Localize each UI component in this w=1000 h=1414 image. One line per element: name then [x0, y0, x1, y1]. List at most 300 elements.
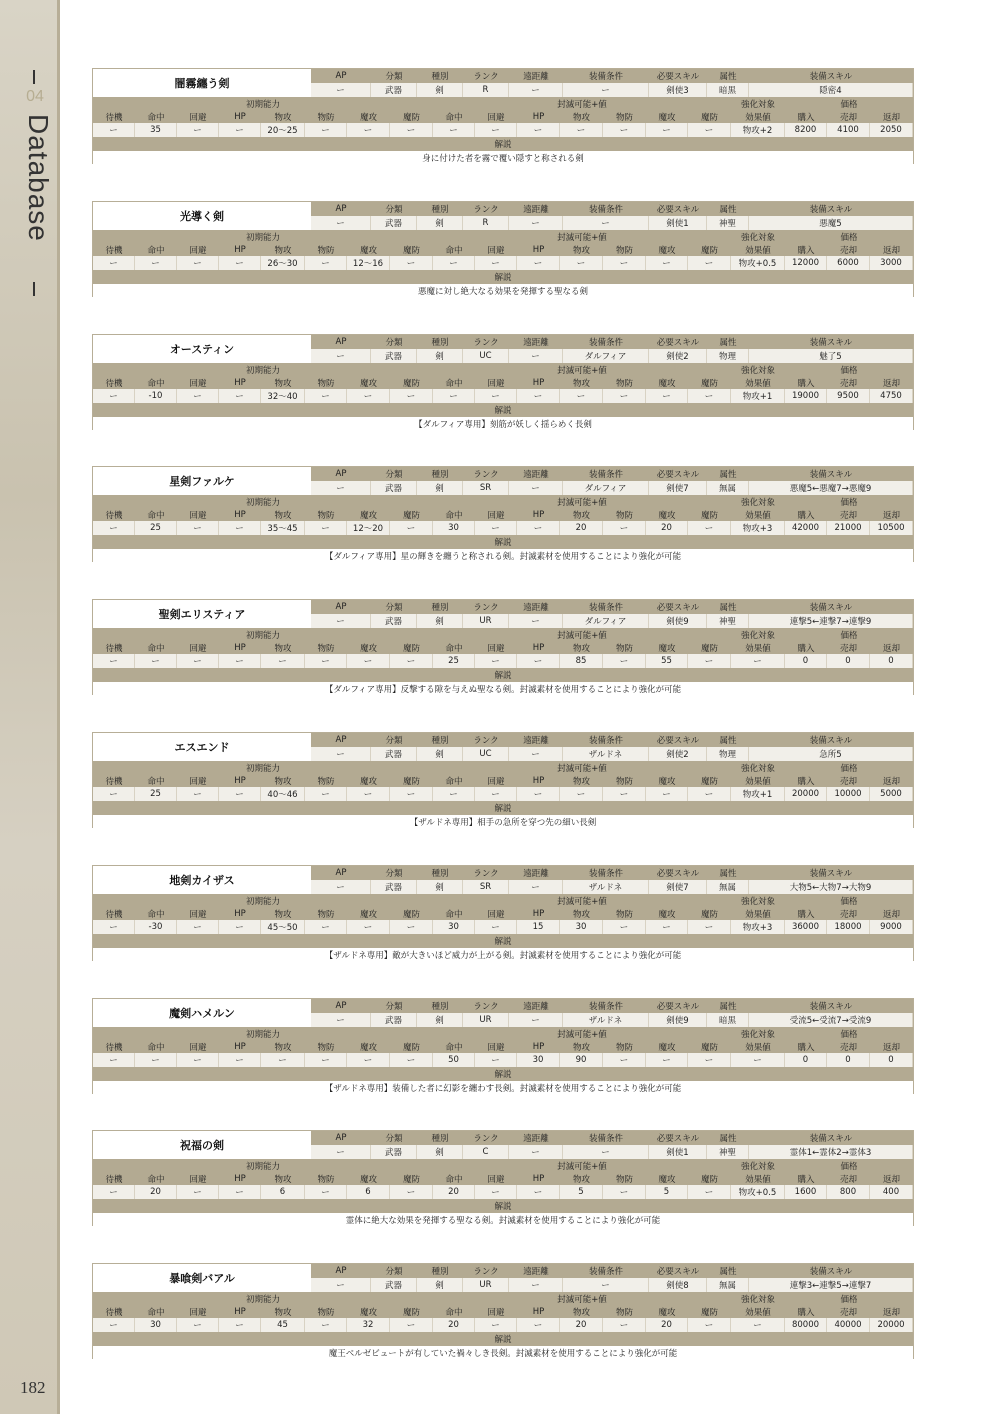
equip-skill-value: 受流5←受流7→受流9: [749, 1013, 913, 1027]
section-header-row: [93, 230, 913, 243]
info-value-row: [311, 880, 913, 894]
seal-value: ー: [603, 521, 646, 535]
seal-value: ー: [688, 787, 731, 801]
header-stat: 回避: [177, 243, 219, 256]
header-equip-skill: 装備スキル: [749, 1131, 913, 1145]
section-header-row: [93, 761, 913, 774]
header-price-col: 購入: [785, 508, 827, 521]
header-seal-stat: 魔防: [688, 1172, 731, 1185]
header-stat: 回避: [177, 1172, 219, 1185]
seal-value: ー: [433, 123, 475, 137]
stat-value: ー: [177, 389, 219, 403]
price-value: 5000: [870, 787, 913, 801]
header-stat: HP: [219, 907, 261, 920]
stat-value: 45: [261, 1318, 305, 1332]
header-description: 解説: [93, 1067, 913, 1081]
kind-value: 剣: [417, 349, 463, 363]
header-seal-stat: 物攻: [560, 1040, 603, 1053]
seal-value: ー: [688, 1185, 731, 1199]
stat-value: 32: [347, 1318, 390, 1332]
header-equip-condition: 装備条件: [563, 733, 649, 747]
kind-value: 剣: [417, 1145, 463, 1159]
header-price-col: 返却: [870, 774, 913, 787]
stat-value: ー: [347, 1053, 390, 1067]
header-stat: HP: [219, 376, 261, 389]
header-seal-stat: 魔防: [688, 1305, 731, 1318]
equip-condition-value: ダルフィア: [563, 481, 649, 495]
header-category: 分類: [371, 335, 417, 349]
header-ap: AP: [311, 999, 371, 1013]
stat-value: ー: [305, 920, 347, 934]
seal-value: ー: [517, 256, 560, 270]
header-effect-value: 効果値: [731, 774, 785, 787]
stat-value: ー: [390, 1318, 433, 1332]
equip-skill-value: 連撃5←連撃7→連撃9: [749, 614, 913, 628]
header-stat: 回避: [177, 110, 219, 123]
header-equip-condition: 装備条件: [563, 202, 649, 216]
header-ap: AP: [311, 1264, 371, 1278]
header-seal-stat: 魔攻: [646, 774, 688, 787]
header-category: 分類: [371, 1131, 417, 1145]
header-stat: HP: [219, 774, 261, 787]
price-value: 9000: [870, 920, 913, 934]
header-description: 解説: [93, 535, 913, 549]
stat-value-row: [93, 1053, 913, 1067]
price-value: 0: [785, 654, 827, 668]
description-row: [93, 682, 913, 695]
stat-value: -30: [135, 920, 177, 934]
description-text: 【ダルフィア専用】星の輝きを纏うと称される剣。封滅素材を使用することにより強化が可能: [93, 549, 913, 562]
required-skill-value: 剣使1: [649, 1145, 707, 1159]
seal-value: ー: [603, 787, 646, 801]
stat-value-row: [93, 654, 913, 668]
chapter-number: 04: [26, 88, 44, 105]
header-category: 分類: [371, 600, 417, 614]
header-stat: HP: [219, 641, 261, 654]
info-header-row: [311, 69, 913, 83]
header-required-skill: 必要スキル: [649, 202, 707, 216]
header-stat: 魔攻: [347, 376, 390, 389]
description-header-row: [93, 1067, 913, 1081]
seal-value: ー: [433, 787, 475, 801]
header-price-col: 売却: [827, 1305, 870, 1318]
stat-value: ー: [305, 1185, 347, 1199]
section-header-row: [93, 1292, 913, 1305]
header-price-col: 購入: [785, 1305, 827, 1318]
description-text: 【ザルドネ専用】敵が大きいほど威力が上がる剣。封滅素材を使用することにより強化が可能: [93, 948, 913, 961]
price-value: 18000: [827, 920, 870, 934]
header-ap: AP: [311, 467, 371, 481]
header-effect-value: 効果値: [731, 1172, 785, 1185]
header-price: 価格: [785, 761, 913, 774]
seal-value: ー: [475, 521, 517, 535]
header-stat: 物防: [305, 376, 347, 389]
stat-value: ー: [347, 654, 390, 668]
stat-header-row: [93, 243, 913, 256]
seal-value: ー: [433, 389, 475, 403]
description-row: [93, 815, 913, 828]
stat-value: ー: [93, 389, 135, 403]
chapter-bar-top: [33, 70, 35, 84]
header-stat: 待機: [93, 376, 135, 389]
header-seal-value: 封滅可能+値: [433, 97, 731, 110]
seal-value: ー: [688, 389, 731, 403]
ap-value: ー: [311, 1013, 371, 1027]
stat-value: ー: [177, 1185, 219, 1199]
header-seal-stat: HP: [517, 1305, 560, 1318]
header-seal-stat: HP: [517, 376, 560, 389]
description-header-row: [93, 1199, 913, 1213]
header-attribute: 属性: [707, 999, 749, 1013]
equip-condition-value: ザルドネ: [563, 880, 649, 894]
seal-value: ー: [475, 123, 517, 137]
header-seal-stat: 回避: [475, 907, 517, 920]
header-price-col: 売却: [827, 243, 870, 256]
stat-value: ー: [390, 654, 433, 668]
info-value-row: [311, 1013, 913, 1027]
header-description: 解説: [93, 403, 913, 417]
category-value: 武器: [371, 614, 417, 628]
ranged-value: ー: [509, 1145, 563, 1159]
stat-value: ー: [347, 920, 390, 934]
price-value: 6000: [827, 256, 870, 270]
header-enhance-target: 強化対象: [731, 97, 785, 110]
category-value: 武器: [371, 216, 417, 230]
description-text: 【ダルフィア専用】刻筋が妖しく揺らめく長剣: [93, 417, 913, 430]
stat-value: ー: [93, 521, 135, 535]
header-ap: AP: [311, 733, 371, 747]
ranged-value: ー: [509, 1013, 563, 1027]
header-stat: 物攻: [261, 1172, 305, 1185]
info-value-row: [311, 1145, 913, 1159]
header-required-skill: 必要スキル: [649, 69, 707, 83]
ap-value: ー: [311, 216, 371, 230]
header-stat: 魔攻: [347, 907, 390, 920]
equip-skill-value: 悪魔5←悪魔7→悪魔9: [749, 481, 913, 495]
header-stat: 魔攻: [347, 1172, 390, 1185]
enhance-value: ー: [731, 1053, 785, 1067]
seal-value: ー: [688, 123, 731, 137]
stat-value: ー: [177, 1053, 219, 1067]
header-stat: 物防: [305, 1305, 347, 1318]
stat-value: ー: [93, 787, 135, 801]
info-header-row: [311, 202, 913, 216]
header-seal-stat: 回避: [475, 1305, 517, 1318]
header-equip-condition: 装備条件: [563, 1131, 649, 1145]
kind-value: 剣: [417, 614, 463, 628]
price-value: 80000: [785, 1318, 827, 1332]
header-stat: 物防: [305, 907, 347, 920]
header-seal-stat: HP: [517, 907, 560, 920]
header-enhance-target: 強化対象: [731, 894, 785, 907]
header-stat: 魔攻: [347, 1305, 390, 1318]
header-seal-stat: 魔攻: [646, 1040, 688, 1053]
header-required-skill: 必要スキル: [649, 1264, 707, 1278]
stat-value: ー: [305, 1318, 347, 1332]
seal-value: ー: [517, 654, 560, 668]
stat-value: ー: [219, 521, 261, 535]
seal-value: ー: [517, 787, 560, 801]
stat-value: ー: [93, 256, 135, 270]
header-seal-stat: 魔攻: [646, 1305, 688, 1318]
chapter-title: Database: [23, 114, 54, 242]
weapon-entry: [92, 998, 914, 1094]
header-equip-skill: 装備スキル: [749, 866, 913, 880]
stat-value-row: [93, 920, 913, 934]
header-initial-ability: 初期能力: [93, 230, 433, 243]
stat-header-row: [93, 1172, 913, 1185]
header-ranged: 遠距離: [509, 1131, 563, 1145]
ap-value: ー: [311, 481, 371, 495]
stat-value: ー: [305, 521, 347, 535]
header-price: 価格: [785, 894, 913, 907]
header-seal-stat: 魔防: [688, 376, 731, 389]
stat-value-row: [93, 123, 913, 137]
chapter-bar-bottom: [33, 282, 35, 296]
required-skill-value: 剣使2: [649, 747, 707, 761]
seal-value: ー: [688, 920, 731, 934]
seal-value: 20: [646, 521, 688, 535]
seal-value: ー: [475, 256, 517, 270]
header-price: 価格: [785, 230, 913, 243]
price-value: 20000: [785, 787, 827, 801]
header-enhance-target: 強化対象: [731, 363, 785, 376]
seal-value: ー: [517, 1318, 560, 1332]
header-enhance-target: 強化対象: [731, 1159, 785, 1172]
price-value: 19000: [785, 389, 827, 403]
header-rank: ランク: [463, 1264, 509, 1278]
category-value: 武器: [371, 481, 417, 495]
section-header-row: [93, 628, 913, 641]
required-skill-value: 剣使7: [649, 880, 707, 894]
description-row: [93, 151, 913, 164]
header-stat: 物攻: [261, 641, 305, 654]
kind-value: 剣: [417, 880, 463, 894]
header-seal-stat: 魔攻: [646, 243, 688, 256]
stat-header-row: [93, 376, 913, 389]
header-attribute: 属性: [707, 335, 749, 349]
category-value: 武器: [371, 1145, 417, 1159]
header-stat: 回避: [177, 907, 219, 920]
seal-value: ー: [646, 123, 688, 137]
header-effect-value: 効果値: [731, 1305, 785, 1318]
info-header-row: [311, 866, 913, 880]
category-value: 武器: [371, 1278, 417, 1292]
info-value-row: [311, 747, 913, 761]
attribute-value: 神聖: [707, 1145, 749, 1159]
section-header-row: [93, 1027, 913, 1040]
header-price-col: 売却: [827, 508, 870, 521]
header-seal-stat: 物防: [603, 376, 646, 389]
header-price-col: 売却: [827, 1040, 870, 1053]
rank-value: SR: [463, 481, 509, 495]
header-kind: 種別: [417, 1264, 463, 1278]
equip-skill-value: 連撃3←連撃5→連撃7: [749, 1278, 913, 1292]
ap-value: ー: [311, 349, 371, 363]
header-seal-stat: 命中: [433, 907, 475, 920]
header-price: 価格: [785, 1292, 913, 1305]
info-value-row: [311, 349, 913, 363]
ap-value: ー: [311, 614, 371, 628]
header-price-col: 返却: [870, 907, 913, 920]
seal-value: ー: [517, 1185, 560, 1199]
weapon-entry: [92, 732, 914, 828]
price-value: 0: [827, 1053, 870, 1067]
stat-value: ー: [261, 1053, 305, 1067]
seal-value: ー: [603, 1053, 646, 1067]
header-stat: 物攻: [261, 907, 305, 920]
description-text: 霊体に絶大な効果を発揮する聖なる剣。封滅素材を使用することにより強化が可能: [93, 1213, 913, 1226]
stat-header-row: [93, 774, 913, 787]
stat-value: -10: [135, 389, 177, 403]
price-value: 400: [870, 1185, 913, 1199]
header-seal-stat: 命中: [433, 376, 475, 389]
info-header-row: [311, 1131, 913, 1145]
seal-value: ー: [517, 389, 560, 403]
header-ranged: 遠距離: [509, 999, 563, 1013]
header-equip-skill: 装備スキル: [749, 467, 913, 481]
weapon-entry: [92, 334, 914, 430]
stat-value: 45～50: [261, 920, 305, 934]
header-stat: 物防: [305, 243, 347, 256]
required-skill-value: 剣使2: [649, 349, 707, 363]
header-stat: 待機: [93, 641, 135, 654]
price-value: 1600: [785, 1185, 827, 1199]
stat-value: ー: [177, 1318, 219, 1332]
header-ranged: 遠距離: [509, 202, 563, 216]
header-ap: AP: [311, 866, 371, 880]
header-kind: 種別: [417, 1131, 463, 1145]
section-header-row: [93, 1159, 913, 1172]
ranged-value: ー: [509, 614, 563, 628]
stat-value: 40～46: [261, 787, 305, 801]
attribute-value: 神聖: [707, 614, 749, 628]
header-attribute: 属性: [707, 1131, 749, 1145]
header-seal-stat: 命中: [433, 1305, 475, 1318]
header-stat: 待機: [93, 508, 135, 521]
header-ranged: 遠距離: [509, 335, 563, 349]
price-value: 0: [785, 1053, 827, 1067]
header-price-col: 売却: [827, 110, 870, 123]
header-initial-ability: 初期能力: [93, 628, 433, 641]
header-price-col: 購入: [785, 641, 827, 654]
seal-value: ー: [560, 256, 603, 270]
header-price-col: 購入: [785, 110, 827, 123]
stat-value: ー: [347, 787, 390, 801]
attribute-value: 物理: [707, 349, 749, 363]
header-stat: 命中: [135, 376, 177, 389]
header-kind: 種別: [417, 866, 463, 880]
header-initial-ability: 初期能力: [93, 761, 433, 774]
header-stat: 魔攻: [347, 243, 390, 256]
header-seal-stat: 回避: [475, 243, 517, 256]
header-kind: 種別: [417, 467, 463, 481]
category-value: 武器: [371, 83, 417, 97]
header-equip-skill: 装備スキル: [749, 600, 913, 614]
header-price: 価格: [785, 1159, 913, 1172]
header-ap: AP: [311, 202, 371, 216]
stat-value: ー: [390, 389, 433, 403]
description-row: [93, 1213, 913, 1226]
equip-condition-value: ダルフィア: [563, 349, 649, 363]
header-stat: 魔攻: [347, 1040, 390, 1053]
header-seal-stat: 命中: [433, 110, 475, 123]
header-stat: 待機: [93, 243, 135, 256]
seal-value: 85: [560, 654, 603, 668]
equip-condition-value: ー: [563, 83, 649, 97]
header-stat: 魔防: [390, 907, 433, 920]
stat-value-row: [93, 1318, 913, 1332]
header-equip-skill: 装備スキル: [749, 733, 913, 747]
stat-header-row: [93, 641, 913, 654]
header-seal-stat: 回避: [475, 1040, 517, 1053]
header-price: 価格: [785, 97, 913, 110]
price-value: 3000: [870, 256, 913, 270]
required-skill-value: 剣使3: [649, 83, 707, 97]
seal-value: 50: [433, 1053, 475, 1067]
seal-value: ー: [517, 123, 560, 137]
info-header-row: [311, 999, 913, 1013]
weapon-entry: [92, 1130, 914, 1226]
description-text: 【ザルドネ専用】相手の急所を穿つ先の細い長剣: [93, 815, 913, 828]
header-stat: 命中: [135, 1172, 177, 1185]
header-attribute: 属性: [707, 69, 749, 83]
header-description: 解説: [93, 934, 913, 948]
stat-value: ー: [177, 654, 219, 668]
attribute-value: 無属: [707, 1278, 749, 1292]
description-header-row: [93, 270, 913, 284]
description-text: 魔王ベルゼビュートが有していた禍々しき長剣。封滅素材を使用することにより強化が可能: [93, 1346, 913, 1359]
header-equip-condition: 装備条件: [563, 999, 649, 1013]
header-seal-stat: 物攻: [560, 774, 603, 787]
header-attribute: 属性: [707, 202, 749, 216]
header-stat: HP: [219, 1305, 261, 1318]
header-stat: 回避: [177, 376, 219, 389]
seal-value: ー: [646, 256, 688, 270]
seal-value: ー: [560, 123, 603, 137]
header-attribute: 属性: [707, 866, 749, 880]
seal-value: ー: [646, 389, 688, 403]
header-seal-value: 封滅可能+値: [433, 1159, 731, 1172]
price-value: 12000: [785, 256, 827, 270]
header-seal-stat: 回避: [475, 508, 517, 521]
header-ap: AP: [311, 335, 371, 349]
stat-value: ー: [219, 256, 261, 270]
rank-value: UC: [463, 349, 509, 363]
header-kind: 種別: [417, 600, 463, 614]
stat-value: ー: [305, 787, 347, 801]
required-skill-value: 剣使9: [649, 614, 707, 628]
seal-value: ー: [688, 521, 731, 535]
header-seal-value: 封滅可能+値: [433, 894, 731, 907]
header-seal-stat: HP: [517, 774, 560, 787]
equip-skill-value: 霊体1←霊体2→霊体3: [749, 1145, 913, 1159]
header-seal-stat: 回避: [475, 376, 517, 389]
header-initial-ability: 初期能力: [93, 97, 433, 110]
header-stat: 魔防: [390, 508, 433, 521]
header-enhance-target: 強化対象: [731, 495, 785, 508]
header-required-skill: 必要スキル: [649, 999, 707, 1013]
enhance-value: 物攻+1: [731, 787, 785, 801]
header-ap: AP: [311, 1131, 371, 1145]
kind-value: 剣: [417, 1013, 463, 1027]
header-price-col: 返却: [870, 243, 913, 256]
header-price-col: 返却: [870, 110, 913, 123]
info-header-row: [311, 335, 913, 349]
header-stat: HP: [219, 243, 261, 256]
attribute-value: 物理: [707, 747, 749, 761]
enhance-value: 物攻+0.5: [731, 1185, 785, 1199]
